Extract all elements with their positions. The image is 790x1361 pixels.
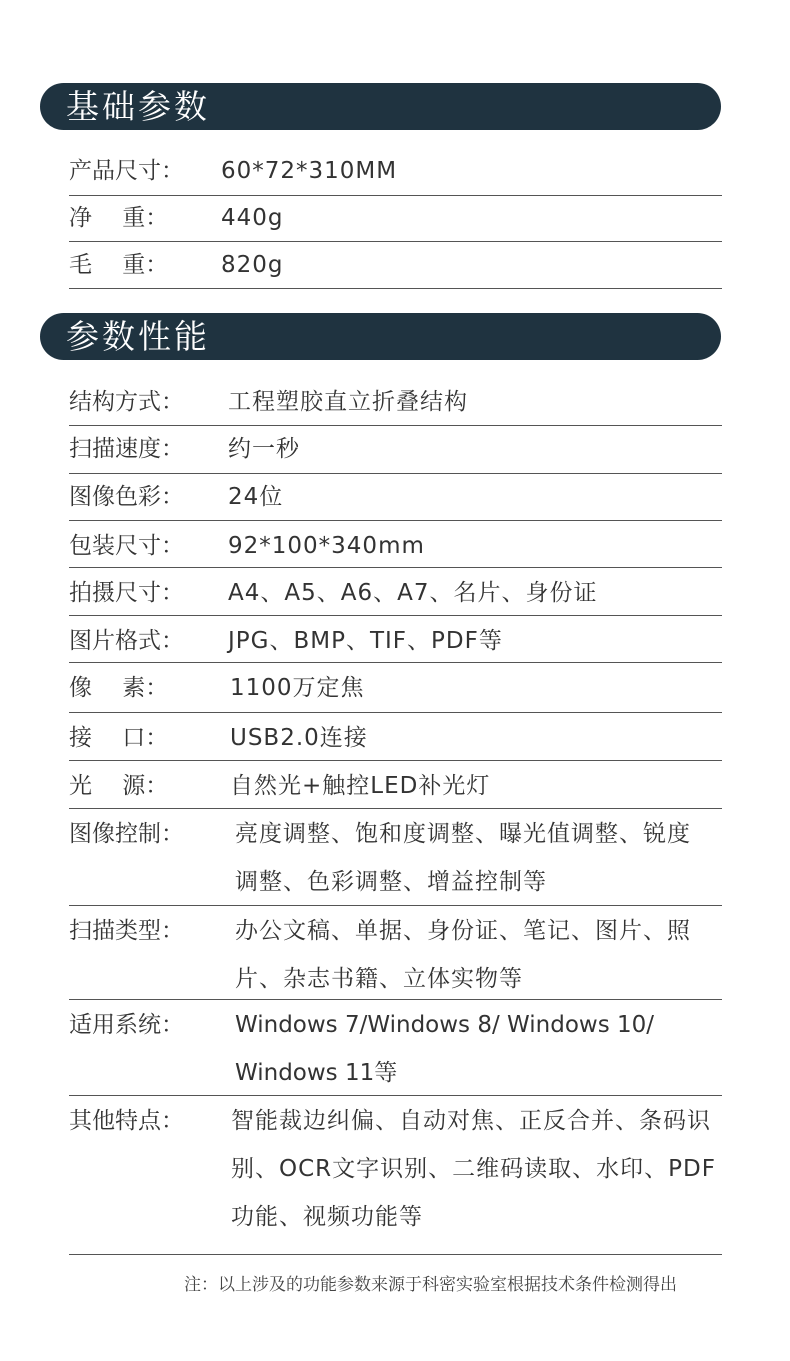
spec-value-line: A4、A5、A6、A7、名片、身份证: [228, 580, 598, 606]
spec-label: 产品尺寸：: [69, 158, 184, 184]
spec-label: 图像控制：: [69, 821, 184, 847]
section-banner-basic: [40, 83, 721, 130]
spec-row-other-features: [69, 1095, 722, 1255]
spec-value-line: 办公文稿、单据、身份证、笔记、图片、照: [235, 918, 691, 944]
spec-value: 440g: [221, 205, 284, 231]
spec-value-line: Windows 11等: [235, 1060, 398, 1086]
spec-row-package-size: [69, 520, 722, 568]
spec-value: [228, 522, 425, 570]
spec-value: 60*72*310MM: [221, 158, 398, 184]
spec-row-net-weight: [69, 195, 722, 242]
spec-value: [235, 1001, 654, 1097]
spec-value: [231, 1097, 716, 1241]
spec-value-line: 1100万定焦: [230, 675, 365, 701]
spec-label: 净 重：: [69, 205, 169, 231]
spec-value-line: JPG、BMP、TIF、PDF等: [228, 628, 503, 654]
spec-row-image-control: [69, 808, 722, 906]
spec-value: [228, 425, 300, 473]
spec-label: 图像色彩：: [69, 484, 184, 510]
spec-label: 适用系统：: [69, 1012, 184, 1038]
spec-value-line: 24位: [228, 484, 284, 510]
spec-label: 接 口：: [69, 725, 169, 751]
section-title-performance: 参数性能: [66, 317, 210, 356]
spec-value: [228, 569, 597, 617]
spec-row-structure: [69, 378, 722, 426]
spec-row-shoot-size: [69, 567, 722, 616]
spec-row-scan-type: [69, 905, 722, 1000]
spec-row-interface: [69, 712, 722, 761]
section-title-basic: 基础参数: [66, 87, 210, 126]
spec-row-color-depth: [69, 473, 722, 521]
spec-value: [230, 762, 490, 810]
spec-value: [235, 907, 691, 1003]
spec-row-gross-weight: [69, 241, 722, 289]
spec-label: 扫描类型：: [69, 918, 184, 944]
spec-value-line: 别、OCR文字识别、二维码读取、水印、PDF: [231, 1156, 716, 1182]
spec-value-line: 功能、视频功能等: [231, 1204, 423, 1230]
spec-value: [228, 617, 503, 665]
spec-value-line: 自然光+触控LED补光灯: [230, 773, 491, 799]
spec-value: [228, 378, 468, 426]
spec-label: 扫描速度：: [69, 436, 184, 462]
spec-label: 光 源：: [69, 773, 169, 799]
spec-value-line: 智能裁边纠偏、自动对焦、正反合并、条码识: [231, 1108, 711, 1134]
spec-row-image-format: [69, 615, 722, 663]
spec-label: 包装尺寸：: [69, 533, 184, 559]
spec-label: 图片格式：: [69, 628, 184, 654]
spec-row-product-size: [69, 147, 722, 196]
spec-value-line: 92*100*340mm: [228, 533, 425, 559]
spec-row-os: [69, 999, 722, 1096]
spec-value: 820g: [221, 252, 284, 278]
section-banner-performance: [40, 313, 721, 360]
spec-label: 其他特点：: [69, 1108, 184, 1134]
spec-value-line: USB2.0连接: [230, 725, 368, 751]
spec-row-scan-speed: [69, 425, 722, 474]
spec-row-light-source: [69, 760, 722, 809]
spec-value-line: 工程塑胶直立折叠结构: [228, 389, 468, 415]
spec-value: [230, 664, 365, 712]
spec-value-line: 调整、色彩调整、增益控制等: [235, 869, 547, 895]
spec-value: [235, 810, 691, 906]
spec-value-line: 约一秒: [228, 436, 300, 462]
footnote: 注：以上涉及的功能参数来源于科密实验室根据技术条件检测得出: [184, 1275, 677, 1295]
spec-label: 结构方式：: [69, 389, 184, 415]
spec-value-line: Windows 7/Windows 8/ Windows 10/: [235, 1012, 655, 1038]
spec-label: 像 素：: [69, 675, 169, 701]
spec-label: 拍摄尺寸：: [69, 580, 184, 606]
spec-value-line: 亮度调整、饱和度调整、曝光值调整、锐度: [235, 821, 691, 847]
spec-value: [228, 473, 283, 521]
spec-value: [230, 714, 368, 762]
spec-value-line: 片、杂志书籍、立体实物等: [235, 966, 523, 992]
spec-label: 毛 重：: [69, 252, 169, 278]
spec-row-pixels: [69, 662, 722, 713]
